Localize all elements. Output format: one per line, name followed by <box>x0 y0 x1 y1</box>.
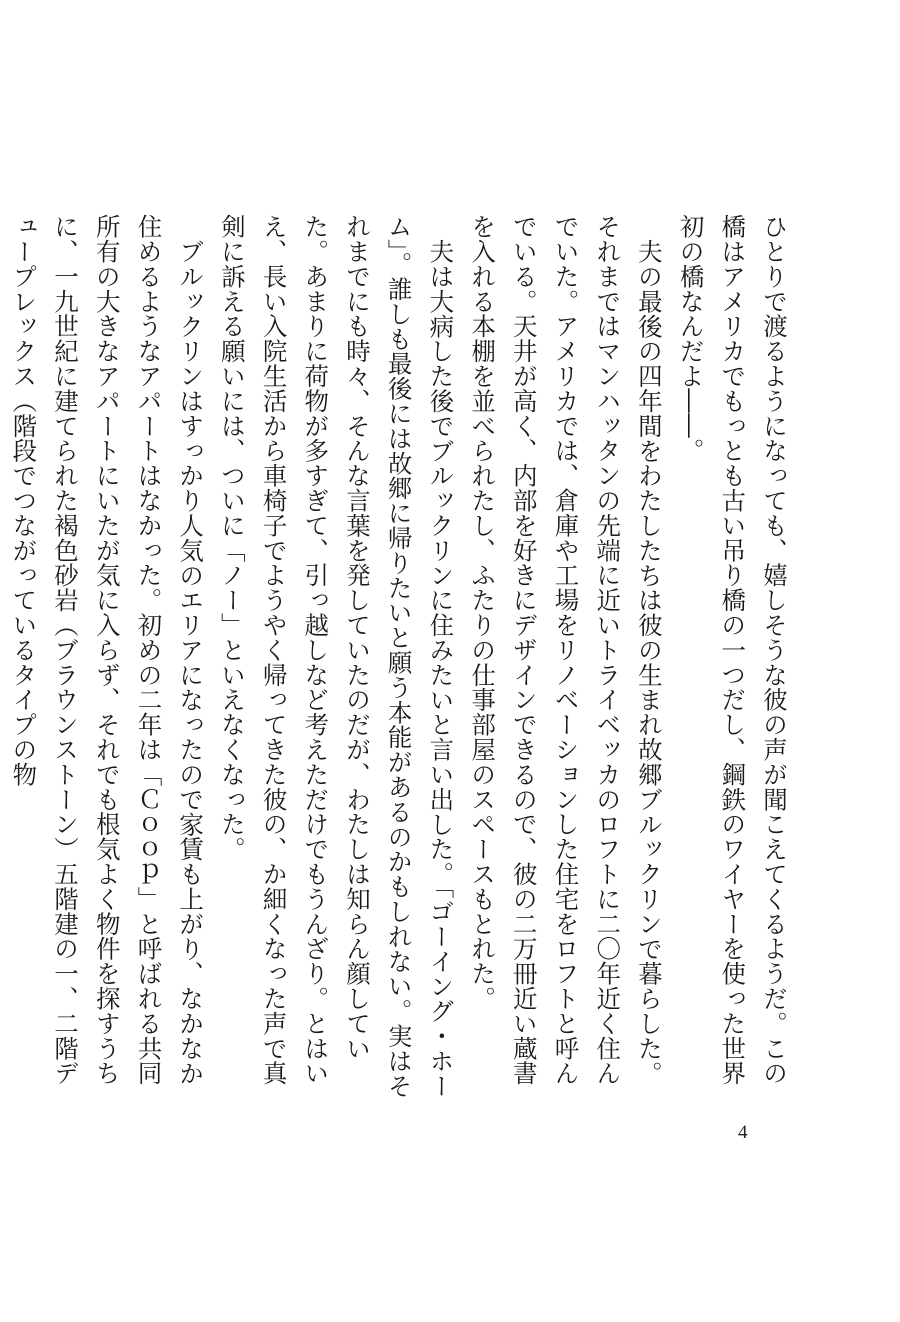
paragraph-brooklyn: ブルックリンはすっかり人気のエリアになったので家賃も上がり、なかなか住めるようなアパートはなかった。初めの二年は「Ｃｏｏｐ」と呼ばれる共同所有の大きなアパートにいたが気に入らず、それでも根気よく物件を探すうちに、一九世紀に建てられた褐色砂岩（ブラウンストーン）五階建の一、二階デュープレックス（階段でつながっているタイプの物 <box>9 214 206 1086</box>
paragraph-continuation: ひとりで渡るようになっても、嬉しそうな彼の声が聞こえてくるようだ。この橋はアメリカでもっとも古い吊り橋の一つだし、鋼鉄のワイヤーを使った世界初の橋なんだよ――。 <box>676 214 789 1086</box>
paragraph-final-years: 夫の最後の四年間をわたしたちは彼の生まれ故郷ブルックリンで暮らした。それまではマンハッタンの先端に近いトライベッカのロフトに二〇年近く住んでいた。アメリカでは、倉庫や工場をリノベーションした住宅をロフトと呼んでいる。天井が高く、内部を好きにデザインできるので、彼の二万冊近い蔵書を入れる本棚を並べられたし、ふたりの仕事部屋のスペースもとれた。 <box>468 214 664 1086</box>
vertical-text-block <box>9 214 795 1104</box>
paragraph-going-home: 夫は大病した後でブルックリンに住みたいと言い出した。「ゴーイング・ホーム」。誰しも最後には故郷に帰りたいと願う本能があるのかもしれない。実はそれまでにも時々、そんな言葉を発していたのだが、わたしは知らん顔していた。あまりに荷物が多すぎて、引っ越しなど考えただけでもうんざり。とはいえ、長い入院生活から車椅子でようやく帰ってきた彼の、か細くなった声で真剣に訴える願いには、ついに「ノー」といえなくなった。 <box>217 214 456 1099</box>
page-number: 4 <box>738 1122 748 1143</box>
